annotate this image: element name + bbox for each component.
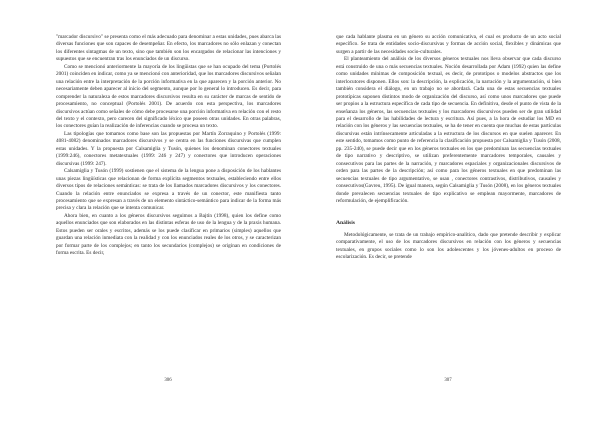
paragraph: El planteamiento del análisis de los diversos géneros textuales nos lleva observar que cada discurso está construido de una o más secuencias textuales. Noción desarrollada por Adam (1992) quien las define como unidades mínimas de composición textual, es decir, de prototipos o modelos abstractos que los interlocutores disponen. Ellos son: la descripción, la explicación, la narración y la argumentación, si bien también considera el diálogo, en un trabajo no se abordará. Cada una de estas secuencias textuales prototípicas suponen distintos modo de organización del discurso, así como unos marcadores que puede ser propios a la estructura específica de cada tipo de secuencia. En definitiva, desde el punto de vista de la enseñanza los géneros, las secuencias textuales y los marcadores discursivos pueden ser de gran utilidad para el desarrollo de las habilidades de lectura y escritura. Así pues, a la hora de estudiar los MD en relación con los géneros y las secuencias textuales, se ha de tener en cuenta que muchas de estas partículas discursivas están intrínsecamente articuladas a la estructura de los discursos en que suelen aparecer. En este sentido, tomamos como punto de referencia la clasificación propuesta por Calsamiglia y Tusón (2008, pp. 235-240), se puede decir que en los géneros textuales en los que predominan las secuencias textuales de tipo narrativo y descriptivo, se utilizan preferentemente marcadores temporales, causales y consecutivos para las partes de la narración, y marcadores espaciales y organizacionales discursivos de orden para las partes de la descripción; así como para los géneros textuales en que predominan las secuencias textuales de tipo argumentativo, se usan , conectores contrastivos, distributivos, causales y consecutivos(Gavreu, 1995). De igual manera, según Calsamiglia y Tusón (2008), en los géneros textuales donde prevalecen secuencias textuales de tipo explicativo se emplean mayormente, marcadores de reformulación, de ejemplificación. xyxy=(336,56,561,204)
paragraph: Calsamiglia y Tusón (1999) sostienen que el sistema de la lengua pone a disposición de los hablantes unas piezas lingüísticas que relacionan de forma explícita segmentos textuales, estableciendo entre ellos diversos tipos de relaciones semánticas: se trata de los llamados marcadores discursivos y los conectores. Cuando la relación entre enunciados se expresa a través de un conector, este manifiesta tanto procesamiento que se expresan a través de un elemento sintáctico-semántico para indicar de la forma más precisa y clara la relación que se intenta comunicar. xyxy=(56,168,281,212)
paragraph: Metodológicamente, se trata de un trabajo empírico-analítico, dado que pretende describir y explicar comparativamente, el uso de los marcadores discursivos en relación con los géneros y secuencias textuales, en grupos sociales como lo son los adolescentes y los jóvenes-adultos en proceso de escolarización. Es decir, se pretende xyxy=(336,231,561,261)
page-number: 306 xyxy=(164,378,172,383)
paragraph: Las tipologías que tomamos como base son las propuestas por Martín Zorraquino y Portolés (1999: 4081-4082) denominados marcadores discursivos y se centra en las funciones discursivas que cumplen estas unidades. Y la propuesta por Calsamiglia y Tusón, quienes los denominan conectores textuales (1999:246), conectores metatextuales (1999: 246 y 247) y conectores que introducen operaciones discursivas (1999: 247). xyxy=(56,130,281,167)
left-text-column xyxy=(56,34,281,258)
page-number: 307 xyxy=(444,378,452,383)
right-text-column xyxy=(336,34,561,262)
section-heading: Análisis xyxy=(336,220,355,227)
right-page xyxy=(300,0,600,424)
paragraph: Ahora bien, en cuanto a los géneros discursivos seguimos a Bajtín (1998), quien los define como aquellos enunciados que son elaborados en las distintas esferas de uso de la lengua y de la praxis humana. Estos pueden ser orales y escritos, además se los puede clasificar en primarios (simples) aquellos que guardan una relación inmediata con la realidad y con los enunciados reales de los otros, y se caracterizan por formar parte de los complejos; en tanto los secundarios (complejos) se originan en condiciones de forma escrita. Es decir, xyxy=(56,212,281,257)
paragraph: "marcador discursivo" se presenta como el más adecuado para denominar a estas unidades, pues abarca las diversas funciones que son capaces de desempeñar. En efecto, los marcadores no sólo enlazan y conectan los diferentes sintagmas de un texto, sino que también son los encargados de relacionar las intenciones y supuestos que se encuentran tras los enunciados de un discurso. xyxy=(56,34,281,63)
paragraph: que cada hablante plasma en un género su acción comunicativa, el cual es producto de un acto social específico. Se trata de entidades socio-discursivas y formas de acción social, flexibles y dinámicas que surgen a partir de las necesidades socio-culturales. xyxy=(336,34,561,55)
paragraph: Como se mencionó anteriormente la mayoría de los lingüistas que se han ocupado del tema (Portolés 2001) coinciden en indicar, como ya se mencionó con anterioridad, que los marcadores discursivos señalan una relación entre la interpretación de la porción informativa en la que aparecen y la porción anterior. No necesariamente deben aparecer al inicio del segmento, aunque por lo general lo introducen. Es decir, para comprender la naturaleza de estos marcadores discursivos resulta en su carácter de marcas de sentido de procesamiento, no conceptual (Portolés 2001). De acuerdo con esta perspectiva, los marcadores discursivos actúan como señales de cómo debe procesarse una porción informativa en relación con el resto del texto y el contexto, pero carecen del significado léxico que poseen otras unidades. En otras palabras, los conectores guían la realización de inferencias cuando se procesa un texto. xyxy=(56,63,281,130)
